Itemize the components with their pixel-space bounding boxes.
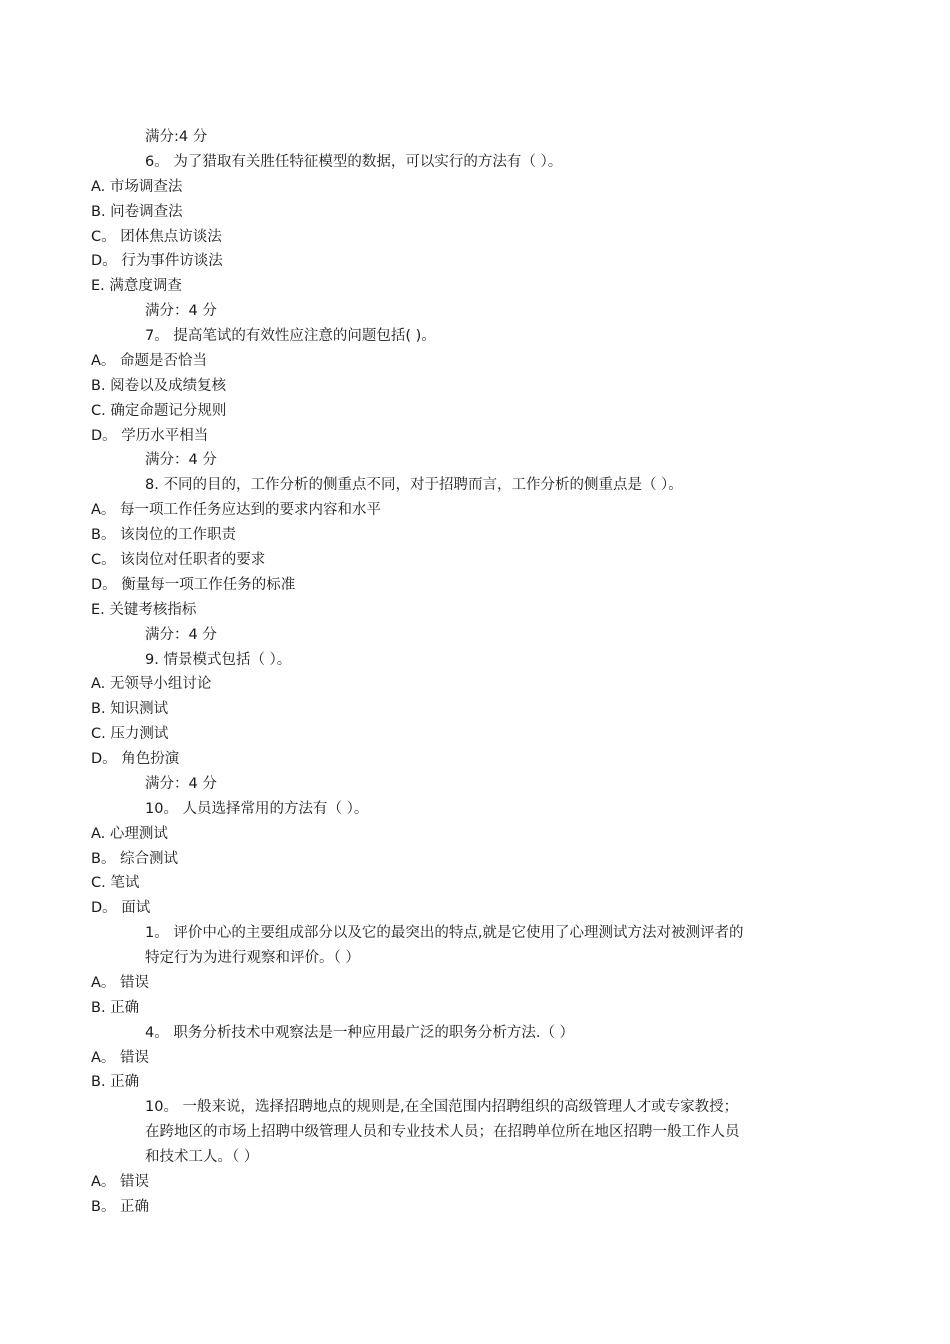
question-line: 1。 评价中心的主要组成部分以及它的最突出的特点,就是它使用了心理测试方法对被测评者的 — [145, 925, 744, 942]
question-line: 4。 职务分析技术中观察法是一种应用最广泛的职务分析方法.（ ） — [145, 1024, 575, 1041]
option-line: B。 正确 — [91, 1198, 150, 1215]
option-line: B. 知识测试 — [91, 701, 169, 718]
option-line: B. 问卷调查法 — [91, 203, 183, 220]
score-line: 满分：4 分 — [145, 452, 217, 469]
option-line: D。 学历水平相当 — [91, 427, 209, 444]
option-line: A. 市场调查法 — [91, 178, 183, 195]
option-line: A. 心理测试 — [91, 825, 168, 842]
option-line: B. 阅卷以及成绩复核 — [91, 377, 227, 394]
question-line: 9. 情景模式包括（ ）。 — [145, 651, 292, 668]
option-line: B. 正确 — [91, 1074, 140, 1091]
question-line: 10。 一般来说，选择招聘地点的规则是,在全国范围内招聘组织的高级管理人才或专家教授； — [145, 1099, 739, 1116]
score-line: 满分：4 分 — [145, 626, 217, 643]
question-line: 7。 提高笔试的有效性应注意的问题包括( )。 — [145, 328, 436, 344]
option-line: E. 关键考核指标 — [91, 601, 197, 618]
option-line: D。 行为事件访谈法 — [91, 253, 223, 270]
question-line: 10。 人员选择常用的方法有（ ）。 — [145, 800, 369, 817]
option-line: C. 压力测试 — [91, 726, 169, 743]
option-line: B。 该岗位的工作职责 — [91, 527, 237, 544]
score-line: 满分:4 分 — [145, 129, 208, 145]
option-line: A。 错误 — [91, 1174, 150, 1190]
option-line: C. 确定命题记分规则 — [91, 402, 227, 419]
option-line: A。 错误 — [91, 974, 150, 991]
option-line: B。 综合测试 — [91, 850, 179, 867]
option-line: C。 团体焦点访谈法 — [91, 228, 222, 245]
option-line: A。 错误 — [91, 1049, 150, 1066]
option-line: D。 面试 — [91, 900, 151, 917]
question-line: 6。 为了猎取有关胜任特征模型的数据，可以实行的方法有（ ）。 — [145, 153, 563, 170]
question-line: 和技术工人。（ ） — [145, 1149, 259, 1166]
question-line: 8. 不同的目的，工作分析的侧重点不同，对于招聘而言，工作分析的侧重点是（ ）。 — [145, 477, 683, 494]
option-line: A。 每一项工作任务应达到的要求内容和水平 — [91, 502, 382, 519]
option-line: A。 命题是否恰当 — [91, 352, 208, 369]
question-line: 在跨地区的市场上招聘中级管理人员和专业技术人员；在招聘单位所在地区招聘一般工作人员 — [145, 1124, 740, 1141]
score-line: 满分：4 分 — [145, 303, 217, 320]
option-line: E. 满意度调查 — [91, 278, 182, 295]
question-line: 特定行为为进行观察和评价。（ ） — [145, 950, 360, 966]
option-line: B. 正确 — [91, 999, 140, 1016]
option-line: D。 角色扮演 — [91, 751, 180, 767]
option-line: A. 无领导小组讨论 — [91, 676, 212, 693]
score-line: 满分：4 分 — [145, 775, 217, 792]
option-line: C。 该岗位对任职者的要求 — [91, 552, 266, 568]
option-line: D。 衡量每一项工作任务的标准 — [91, 576, 296, 593]
option-line: C. 笔试 — [91, 875, 140, 892]
